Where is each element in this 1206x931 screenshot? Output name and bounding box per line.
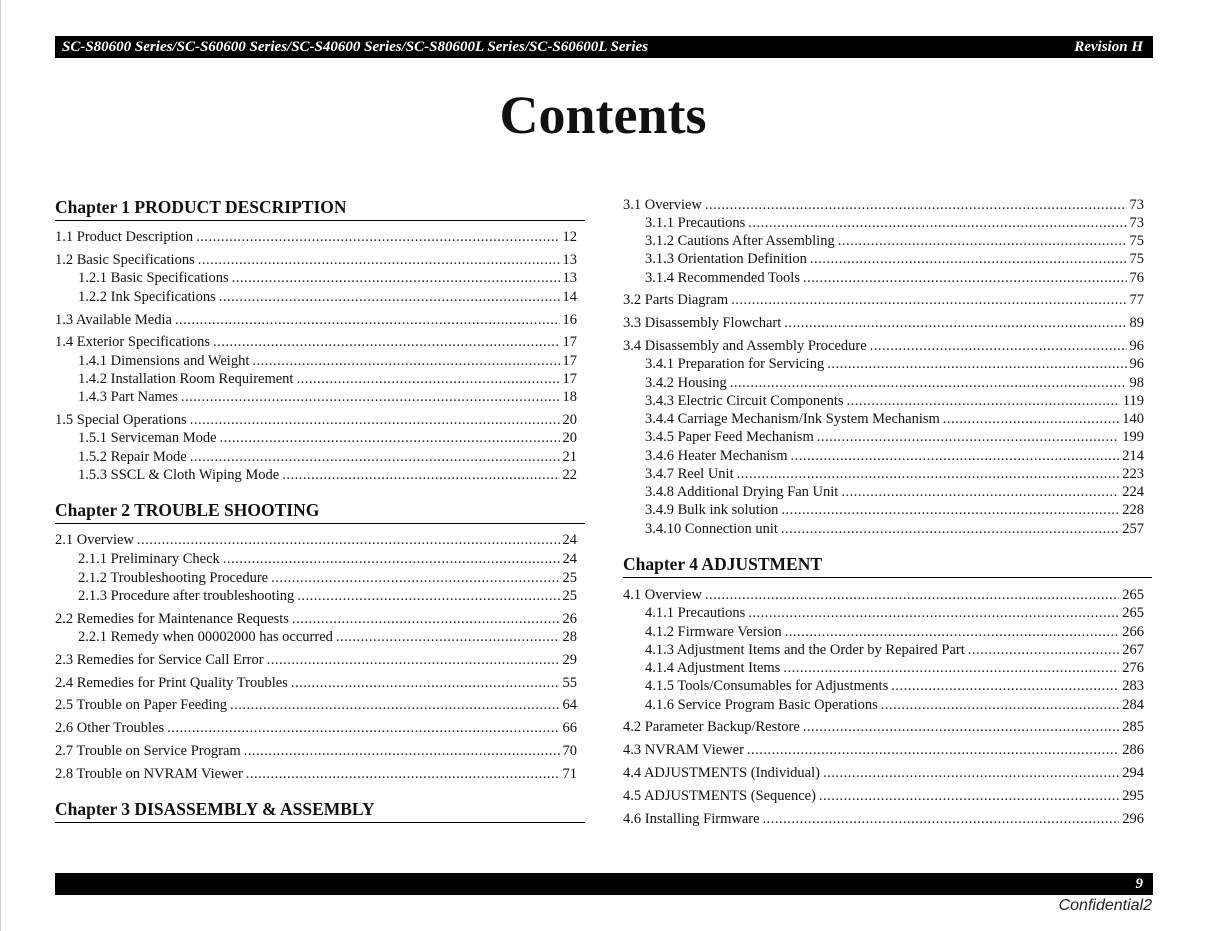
toc-subsection-entry[interactable] bbox=[645, 410, 1144, 428]
toc-entry-label: 4.1.3 Adjustment Items and the Order by Repaired Part bbox=[645, 642, 965, 658]
dot-leader bbox=[838, 232, 1127, 250]
toc-entry-label: 3.1.2 Cautions After Assembling bbox=[645, 233, 835, 249]
toc-entry-label: 3.4.2 Housing bbox=[645, 375, 727, 391]
toc-subsection-entry[interactable] bbox=[645, 659, 1144, 677]
toc-entry-label: 2.6 Other Troubles bbox=[55, 720, 165, 736]
dot-leader bbox=[847, 392, 1120, 410]
toc-subsection-entry[interactable] bbox=[645, 641, 1144, 659]
dot-leader bbox=[282, 466, 559, 484]
toc-entry-page: 55 bbox=[562, 675, 577, 691]
chapter-rule bbox=[55, 523, 585, 524]
toc-entry-label: 3.4.1 Preparation for Servicing bbox=[645, 356, 825, 372]
toc-entry-label: 4.2 Parameter Backup/Restore bbox=[623, 719, 800, 735]
toc-entry-label: 3.2 Parts Diagram bbox=[623, 292, 729, 308]
toc-entry-label: 1.5 Special Operations bbox=[55, 412, 187, 428]
toc-entry-page: 28 bbox=[562, 629, 577, 645]
toc-section-entry[interactable] bbox=[55, 719, 577, 737]
toc-subsection-entry[interactable] bbox=[645, 501, 1144, 519]
toc-entry-label: 1.5.2 Repair Mode bbox=[78, 449, 187, 465]
dot-leader bbox=[198, 251, 560, 269]
chapter-heading[interactable]: Chapter 3 DISASSEMBLY & ASSEMBLY bbox=[55, 799, 375, 819]
toc-entry-label: 2.8 Trouble on NVRAM Viewer bbox=[55, 766, 243, 782]
dot-leader bbox=[232, 269, 560, 287]
toc-entry-page: 17 bbox=[562, 334, 577, 350]
toc-entry-label: 3.4.10 Connection unit bbox=[645, 521, 778, 537]
toc-section-entry[interactable] bbox=[55, 765, 577, 783]
toc-entry-page: 265 bbox=[1122, 587, 1144, 603]
toc-subsection-entry[interactable] bbox=[78, 370, 577, 388]
dot-leader bbox=[244, 742, 560, 760]
dot-leader bbox=[271, 569, 559, 587]
toc-entry-label: 3.4.7 Reel Unit bbox=[645, 466, 734, 482]
dot-leader bbox=[731, 291, 1126, 309]
toc-entry-label: 2.2 Remedies for Maintenance Requests bbox=[55, 611, 289, 627]
dot-leader bbox=[705, 196, 1127, 214]
toc-subsection-entry[interactable] bbox=[78, 352, 577, 370]
dot-leader bbox=[213, 333, 559, 351]
toc-entry-page: 199 bbox=[1122, 429, 1144, 445]
chapter-heading[interactable]: Chapter 2 TROUBLE SHOOTING bbox=[55, 500, 320, 520]
toc-section-entry[interactable] bbox=[55, 696, 577, 714]
confidential-label: Confidential2 bbox=[1058, 897, 1152, 914]
toc-subsection-entry[interactable] bbox=[78, 388, 577, 406]
dot-leader bbox=[220, 429, 560, 447]
toc-entry-label: 3.1.3 Orientation Definition bbox=[645, 251, 807, 267]
toc-subsection-entry[interactable] bbox=[78, 429, 577, 447]
toc-entry-label: 4.4 ADJUSTMENTS (Individual) bbox=[623, 765, 820, 781]
dot-leader bbox=[803, 269, 1127, 287]
dot-leader bbox=[175, 311, 560, 329]
toc-subsection-entry[interactable] bbox=[78, 569, 577, 587]
dot-leader bbox=[810, 250, 1127, 268]
chapter-rule bbox=[623, 577, 1152, 578]
footer-bar bbox=[55, 873, 1153, 895]
toc-entry-label: 1.4.3 Part Names bbox=[78, 389, 178, 405]
toc-entry-page: 70 bbox=[562, 743, 577, 759]
toc-entry-label: 4.1.5 Tools/Consumables for Adjustments bbox=[645, 678, 889, 694]
toc-entry-page: 25 bbox=[562, 570, 577, 586]
toc-entry-page: 21 bbox=[562, 449, 577, 465]
toc-entry-page: 295 bbox=[1122, 788, 1144, 804]
toc-section-entry[interactable] bbox=[623, 291, 1144, 309]
toc-entry-page: 257 bbox=[1122, 521, 1144, 537]
chapter-heading[interactable]: Chapter 1 PRODUCT DESCRIPTION bbox=[55, 197, 347, 217]
dot-leader bbox=[230, 696, 560, 714]
toc-entry-page: 25 bbox=[562, 588, 577, 604]
toc-entry-label: 4.1.6 Service Program Basic Operations bbox=[645, 697, 878, 713]
toc-entry-label: 2.3 Remedies for Service Call Error bbox=[55, 652, 264, 668]
dot-leader bbox=[819, 787, 1119, 805]
toc-entry-label: 2.1.3 Procedure after troubleshooting bbox=[78, 588, 295, 604]
dot-leader bbox=[943, 410, 1119, 428]
toc-subsection-entry[interactable] bbox=[645, 447, 1144, 465]
toc-subsection-entry[interactable] bbox=[645, 677, 1144, 695]
toc-subsection-entry[interactable] bbox=[645, 250, 1144, 268]
dot-leader bbox=[336, 628, 560, 646]
toc-section-entry[interactable] bbox=[623, 337, 1144, 355]
dot-leader bbox=[291, 674, 560, 692]
toc-entry-page: 17 bbox=[562, 353, 577, 369]
dot-leader bbox=[167, 719, 559, 737]
toc-entry-label: 3.3 Disassembly Flowchart bbox=[623, 315, 782, 331]
dot-leader bbox=[297, 587, 559, 605]
toc-subsection-entry[interactable] bbox=[78, 550, 577, 568]
toc-entry-page: 20 bbox=[562, 430, 577, 446]
toc-section-entry[interactable] bbox=[623, 196, 1144, 214]
toc-subsection-entry[interactable] bbox=[645, 604, 1144, 622]
dot-leader bbox=[881, 696, 1119, 714]
toc-subsection-entry[interactable] bbox=[645, 623, 1144, 641]
toc-subsection-entry[interactable] bbox=[645, 355, 1144, 373]
dot-leader bbox=[252, 352, 559, 370]
toc-entry-label: 3.4.8 Additional Drying Fan Unit bbox=[645, 484, 839, 500]
dot-leader bbox=[730, 374, 1127, 392]
toc-section-entry[interactable] bbox=[623, 741, 1144, 759]
toc-entry-page: 14 bbox=[562, 289, 577, 305]
toc-entry-page: 22 bbox=[562, 467, 577, 483]
toc-subsection-entry[interactable] bbox=[78, 587, 577, 605]
toc-entry-label: 2.5 Trouble on Paper Feeding bbox=[55, 697, 227, 713]
toc-entry-page: 294 bbox=[1122, 765, 1144, 781]
toc-subsection-entry[interactable] bbox=[78, 448, 577, 466]
dot-leader bbox=[190, 411, 560, 429]
dot-leader bbox=[219, 288, 560, 306]
toc-section-entry[interactable] bbox=[623, 764, 1144, 782]
toc-subsection-entry[interactable] bbox=[645, 465, 1144, 483]
toc-section-entry[interactable] bbox=[623, 787, 1144, 805]
toc-entry-label: 3.1 Overview bbox=[623, 197, 702, 213]
toc-entry-label: 3.4.6 Heater Mechanism bbox=[645, 448, 788, 464]
toc-entry-page: 18 bbox=[562, 389, 577, 405]
toc-entry-page: 17 bbox=[562, 371, 577, 387]
toc-entry-label: 2.1.2 Troubleshooting Procedure bbox=[78, 570, 269, 586]
toc-section-entry[interactable] bbox=[55, 228, 577, 246]
toc-entry-label: 4.6 Installing Firmware bbox=[623, 811, 760, 827]
toc-entry-page: 24 bbox=[562, 532, 577, 548]
toc-entry-page: 214 bbox=[1122, 448, 1144, 464]
dot-leader bbox=[783, 659, 1119, 677]
toc-entry-page: 16 bbox=[562, 312, 577, 328]
dot-leader bbox=[292, 610, 560, 628]
toc-entry-page: 267 bbox=[1122, 642, 1144, 658]
toc-entry-page: 77 bbox=[1129, 292, 1144, 308]
toc-entry-label: 1.2.1 Basic Specifications bbox=[78, 270, 229, 286]
header-bar bbox=[55, 36, 1153, 58]
toc-entry-page: 64 bbox=[562, 697, 577, 713]
toc-entry-page: 76 bbox=[1129, 270, 1144, 286]
toc-entry-page: 223 bbox=[1122, 466, 1144, 482]
toc-entry-page: 13 bbox=[562, 252, 577, 268]
toc-entry-page: 75 bbox=[1129, 233, 1144, 249]
toc-entry-label: 1.4.2 Installation Room Requirement bbox=[78, 371, 294, 387]
dot-leader bbox=[748, 604, 1119, 622]
toc-subsection-entry[interactable] bbox=[645, 374, 1144, 392]
toc-section-entry[interactable] bbox=[623, 314, 1144, 332]
dot-leader bbox=[705, 586, 1119, 604]
toc-entry-label: 2.7 Trouble on Service Program bbox=[55, 743, 241, 759]
toc-entry-page: 89 bbox=[1129, 315, 1144, 331]
toc-entry-label: 3.4.3 Electric Circuit Components bbox=[645, 393, 844, 409]
toc-subsection-entry[interactable] bbox=[645, 392, 1144, 410]
toc-entry-label: 1.2.2 Ink Specifications bbox=[78, 289, 216, 305]
dot-leader bbox=[968, 641, 1120, 659]
toc-entry-page: 286 bbox=[1122, 742, 1144, 758]
toc-entry-page: 296 bbox=[1122, 811, 1144, 827]
toc-entry-page: 71 bbox=[562, 766, 577, 782]
toc-entry-page: 12 bbox=[562, 229, 577, 245]
dot-leader bbox=[841, 483, 1119, 501]
toc-section-entry[interactable] bbox=[623, 586, 1144, 604]
toc-entry-label: 4.1.2 Firmware Version bbox=[645, 624, 782, 640]
dot-leader bbox=[267, 651, 560, 669]
toc-subsection-entry[interactable] bbox=[78, 628, 577, 646]
chapter-rule bbox=[55, 220, 585, 221]
toc-section-entry[interactable] bbox=[55, 333, 577, 351]
toc-entry-label: 4.1.1 Precautions bbox=[645, 605, 746, 621]
toc-subsection-entry[interactable] bbox=[645, 232, 1144, 250]
toc-section-entry[interactable] bbox=[55, 251, 577, 269]
toc-entry-page: 26 bbox=[562, 611, 577, 627]
toc-entry-label: 2.2.1 Remedy when 00002000 has occurred bbox=[78, 629, 333, 645]
toc-entry-page: 29 bbox=[562, 652, 577, 668]
dot-leader bbox=[785, 623, 1120, 641]
toc-entry-page: 285 bbox=[1122, 719, 1144, 735]
toc-entry-page: 13 bbox=[562, 270, 577, 286]
dot-leader bbox=[190, 448, 560, 466]
dot-leader bbox=[246, 765, 560, 783]
toc-entry-label: 3.4.5 Paper Feed Mechanism bbox=[645, 429, 814, 445]
toc-entry-label: 3.4 Disassembly and Assembly Procedure bbox=[623, 338, 867, 354]
toc-entry-page: 224 bbox=[1122, 484, 1144, 500]
toc-entry-page: 140 bbox=[1122, 411, 1144, 427]
toc-subsection-entry[interactable] bbox=[645, 214, 1144, 232]
toc-subsection-entry[interactable] bbox=[645, 696, 1144, 714]
toc-entry-page: 276 bbox=[1122, 660, 1144, 676]
dot-leader bbox=[137, 531, 560, 549]
toc-section-entry[interactable] bbox=[55, 311, 577, 329]
toc-entry-label: 4.5 ADJUSTMENTS (Sequence) bbox=[623, 788, 816, 804]
toc-section-entry[interactable] bbox=[55, 531, 577, 549]
toc-entry-label: 4.1 Overview bbox=[623, 587, 702, 603]
chapter-heading[interactable]: Chapter 4 ADJUSTMENT bbox=[623, 554, 823, 574]
toc-entry-page: 98 bbox=[1129, 375, 1144, 391]
toc-section-entry[interactable] bbox=[55, 742, 577, 760]
toc-entry-page: 284 bbox=[1122, 697, 1144, 713]
toc-entry-page: 24 bbox=[562, 551, 577, 567]
toc-entry-page: 73 bbox=[1129, 197, 1144, 213]
toc-entry-page: 119 bbox=[1122, 393, 1144, 409]
toc-entry-label: 1.2 Basic Specifications bbox=[55, 252, 195, 268]
dot-leader bbox=[181, 388, 560, 406]
dot-leader bbox=[763, 810, 1120, 828]
dot-leader bbox=[196, 228, 559, 246]
toc-entry-label: 2.1.1 Preliminary Check bbox=[78, 551, 220, 567]
toc-subsection-entry[interactable] bbox=[78, 288, 577, 306]
dot-leader bbox=[781, 520, 1119, 538]
toc-entry-label: 1.4.1 Dimensions and Weight bbox=[78, 353, 250, 369]
toc-subsection-entry[interactable] bbox=[645, 269, 1144, 287]
dot-leader bbox=[817, 428, 1120, 446]
toc-subsection-entry[interactable] bbox=[645, 428, 1144, 446]
dot-leader bbox=[891, 677, 1119, 695]
page-number: 9 bbox=[1135, 876, 1143, 892]
chapter-rule bbox=[55, 822, 585, 823]
toc-entry-page: 66 bbox=[562, 720, 577, 736]
toc-entry-page: 283 bbox=[1122, 678, 1144, 694]
toc-entry-label: 3.4.4 Carriage Mechanism/Ink System Mechanism bbox=[645, 411, 940, 427]
dot-leader bbox=[791, 447, 1120, 465]
toc-entry-page: 96 bbox=[1129, 338, 1144, 354]
toc-section-entry[interactable] bbox=[55, 651, 577, 669]
toc-entry-page: 20 bbox=[562, 412, 577, 428]
dot-leader bbox=[803, 718, 1119, 736]
toc-entry-page: 266 bbox=[1122, 624, 1144, 640]
toc-entry-label: 2.1 Overview bbox=[55, 532, 134, 548]
toc-entry-label: 3.1.4 Recommended Tools bbox=[645, 270, 800, 286]
dot-leader bbox=[784, 314, 1126, 332]
dot-leader bbox=[827, 355, 1126, 373]
toc-subsection-entry[interactable] bbox=[78, 466, 577, 484]
toc-section-entry[interactable] bbox=[55, 411, 577, 429]
toc-entry-label: 2.4 Remedies for Print Quality Troubles bbox=[55, 675, 288, 691]
page-title: Contents bbox=[499, 85, 707, 145]
header-revision: Revision H bbox=[1074, 39, 1143, 55]
toc-entry-label: 1.3 Available Media bbox=[55, 312, 172, 328]
dot-leader bbox=[870, 337, 1127, 355]
toc-entry-label: 1.1 Product Description bbox=[55, 229, 194, 245]
toc-entry-label: 1.4 Exterior Specifications bbox=[55, 334, 211, 350]
dot-leader bbox=[823, 764, 1119, 782]
toc-section-entry[interactable] bbox=[623, 810, 1144, 828]
toc-section-entry[interactable] bbox=[55, 674, 577, 692]
toc-section-entry[interactable] bbox=[623, 718, 1144, 736]
toc-section-entry[interactable] bbox=[55, 610, 577, 628]
toc-entry-label: 4.3 NVRAM Viewer bbox=[623, 742, 744, 758]
dot-leader bbox=[747, 741, 1119, 759]
dot-leader bbox=[737, 465, 1120, 483]
dot-leader bbox=[748, 214, 1126, 232]
dot-leader bbox=[223, 550, 560, 568]
toc-entry-page: 75 bbox=[1129, 251, 1144, 267]
toc-entry-label: 1.5.3 SSCL & Cloth Wiping Mode bbox=[78, 467, 280, 483]
toc-subsection-entry[interactable] bbox=[645, 520, 1144, 538]
header-series: SC-S80600 Series/SC-S60600 Series/SC-S40600 Series/SC-S80600L Series/SC-S60600L Series bbox=[62, 39, 649, 55]
toc-subsection-entry[interactable] bbox=[645, 483, 1144, 501]
toc-entry-page: 73 bbox=[1129, 215, 1144, 231]
toc-entry-label: 3.1.1 Precautions bbox=[645, 215, 746, 231]
toc-entry-label: 4.1.4 Adjustment Items bbox=[645, 660, 781, 676]
toc-entry-label: 1.5.1 Serviceman Mode bbox=[78, 430, 217, 446]
toc-entry-page: 265 bbox=[1122, 605, 1144, 621]
toc-entry-page: 228 bbox=[1122, 502, 1144, 518]
dot-leader bbox=[781, 501, 1119, 519]
toc-subsection-entry[interactable] bbox=[78, 269, 577, 287]
toc-entry-label: 3.4.9 Bulk ink solution bbox=[645, 502, 779, 518]
toc-entry-page: 96 bbox=[1129, 356, 1144, 372]
dot-leader bbox=[296, 370, 559, 388]
